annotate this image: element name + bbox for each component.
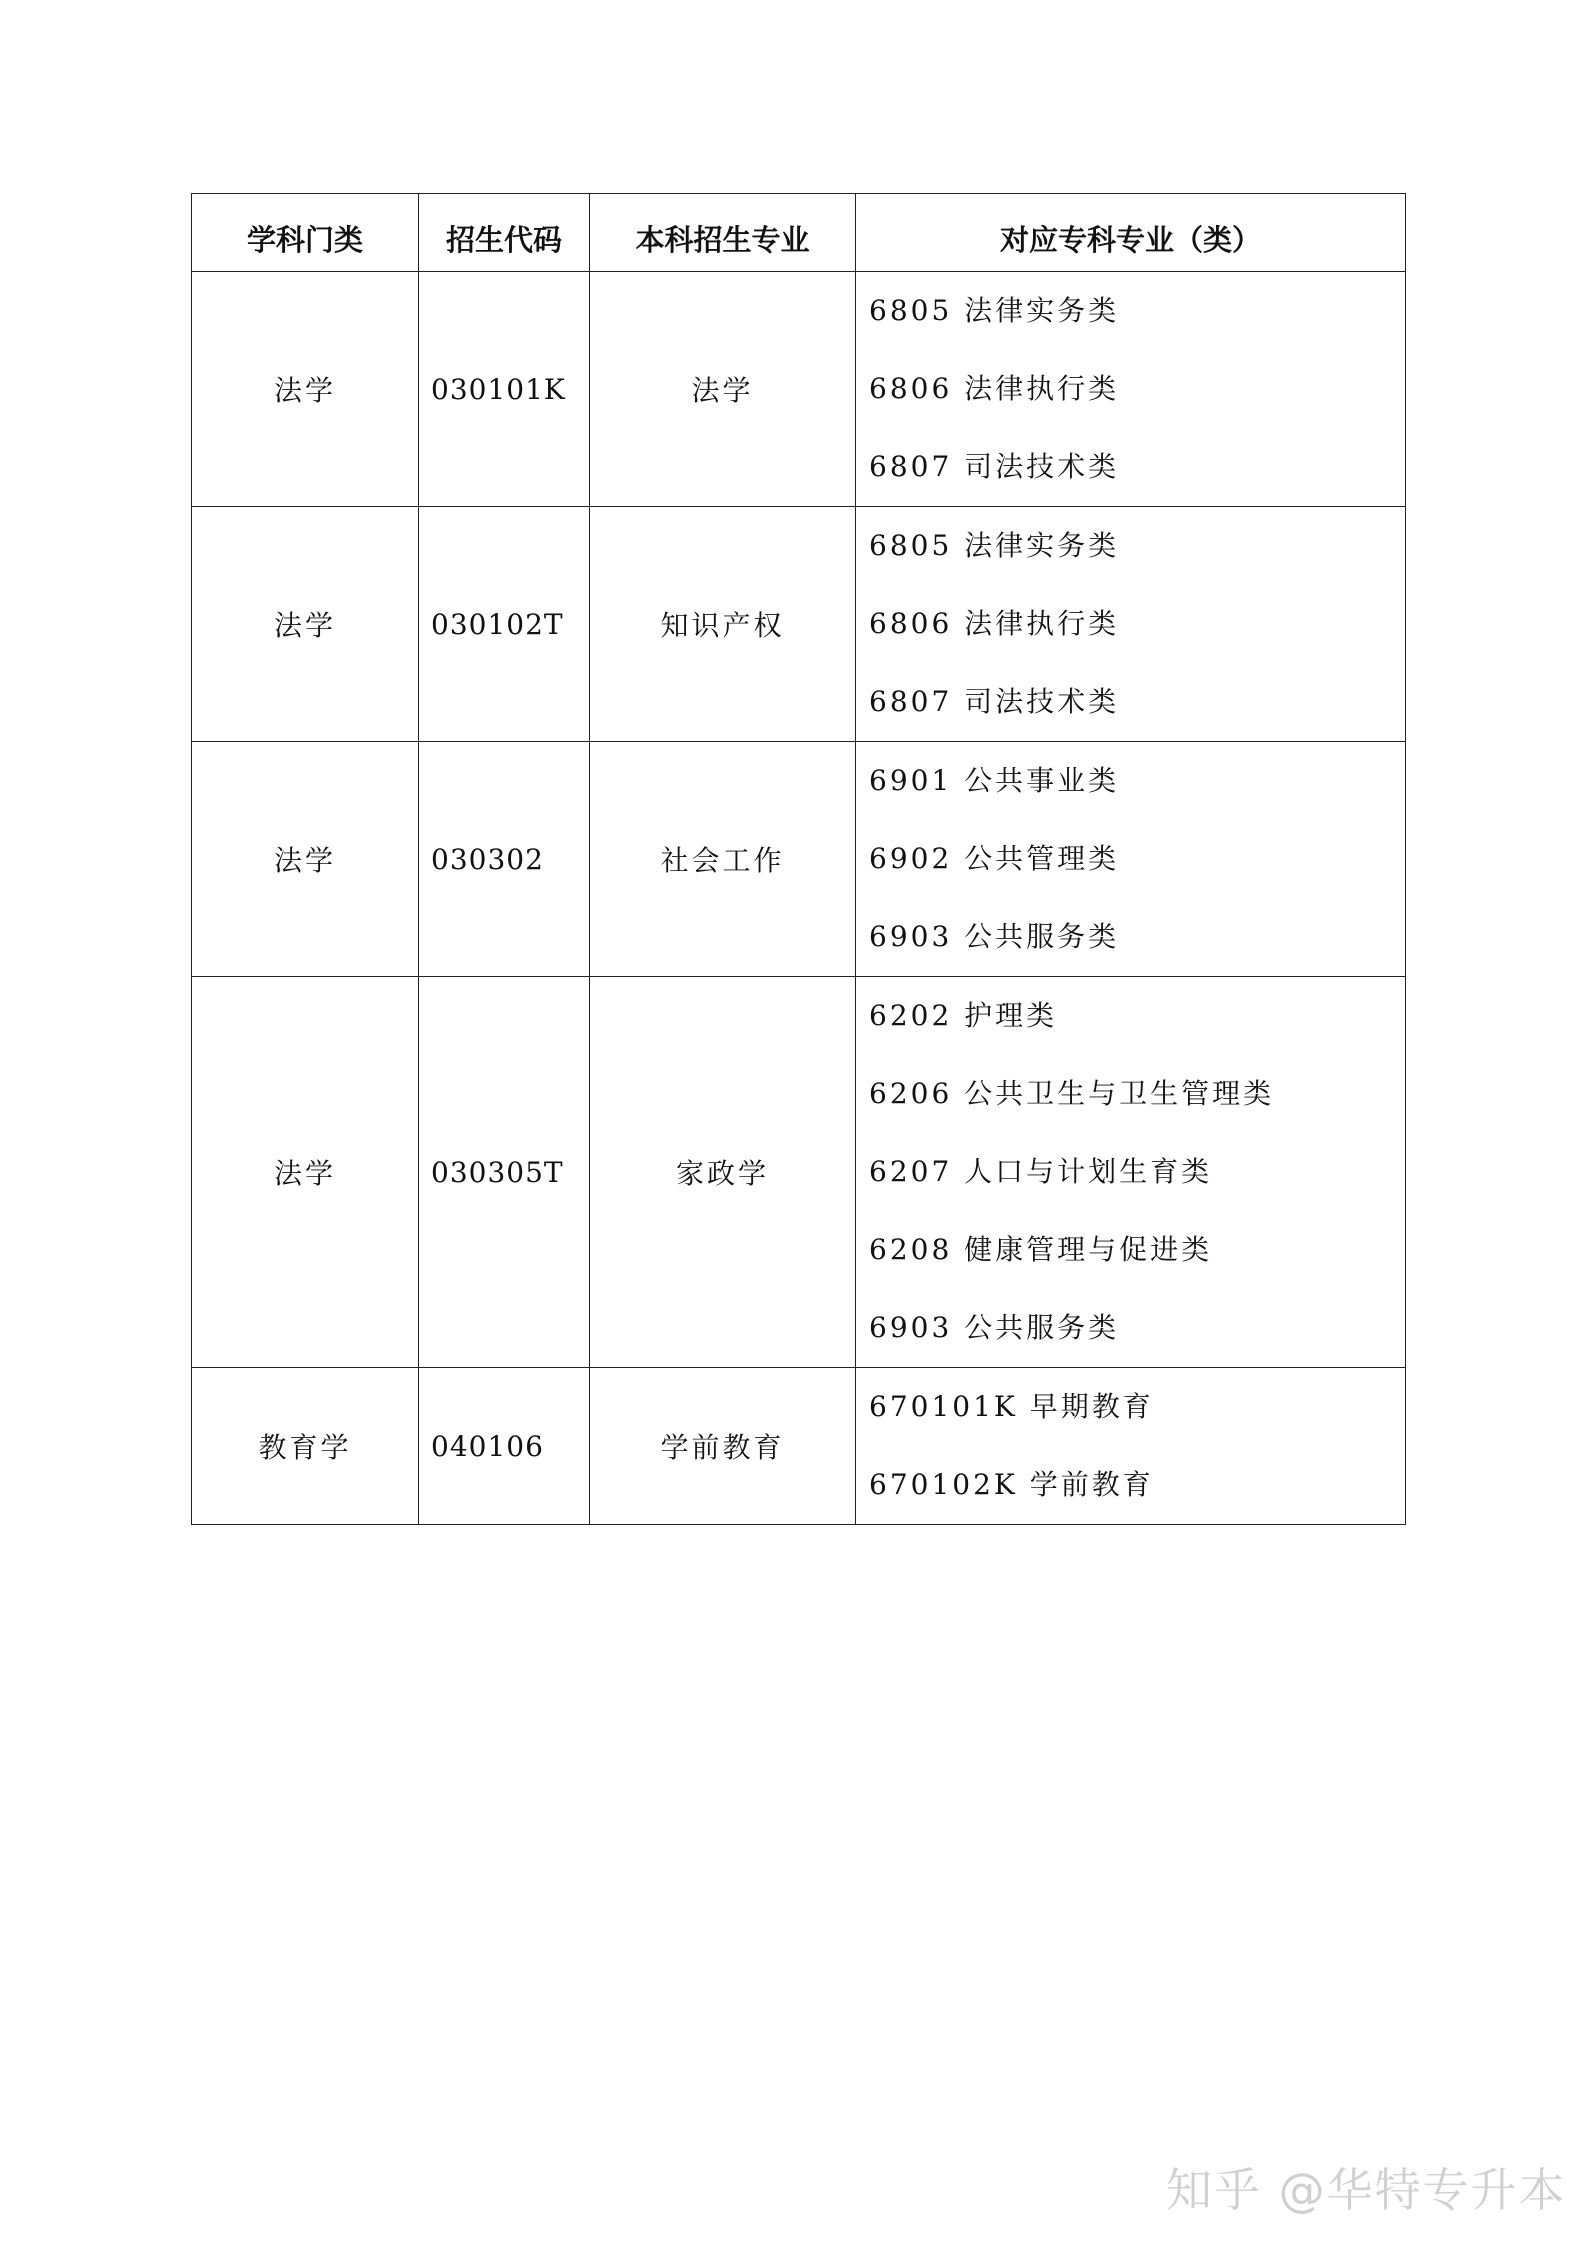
row-majors (856, 977, 1406, 1368)
row-code: 030102T (419, 507, 590, 742)
major-item: 6901 公共事业类 (869, 764, 1120, 797)
table-row (192, 1368, 1406, 1525)
major-item: 6806 法律执行类 (869, 607, 1120, 640)
row-category: 法学 (192, 272, 419, 507)
row-majors (856, 742, 1406, 977)
major-item: 6805 法律实务类 (869, 529, 1120, 562)
row-code: 030302 (419, 742, 590, 977)
header-majors: 对应专科专业（类） (856, 194, 1406, 272)
row-name: 知识产权 (590, 507, 856, 742)
row-code: 030305T (419, 977, 590, 1368)
row-category: 教育学 (192, 1368, 419, 1525)
header-code: 招生代码 (419, 194, 590, 272)
table-row (192, 272, 1406, 507)
major-item: 6902 公共管理类 (869, 842, 1120, 875)
row-majors (856, 507, 1406, 742)
major-item: 6806 法律执行类 (869, 372, 1120, 405)
major-item: 6202 护理类 (869, 999, 1058, 1032)
row-category: 法学 (192, 507, 419, 742)
major-item: 6207 人口与计划生育类 (869, 1155, 1213, 1188)
major-table (191, 193, 1406, 1525)
table-header-row (192, 194, 1406, 272)
table-row (192, 507, 1406, 742)
major-item: 6807 司法技术类 (869, 685, 1120, 718)
major-table-container (191, 193, 1405, 1525)
row-majors (856, 272, 1406, 507)
row-code: 040106 (419, 1368, 590, 1525)
major-item: 670101K 早期教育 (869, 1390, 1154, 1423)
header-name: 本科招生专业 (590, 194, 856, 272)
table-row (192, 742, 1406, 977)
major-item: 6807 司法技术类 (869, 450, 1120, 483)
table-row (192, 977, 1406, 1368)
row-category: 法学 (192, 977, 419, 1368)
major-item: 6805 法律实务类 (869, 294, 1120, 327)
major-item: 670102K 学前教育 (869, 1468, 1154, 1501)
major-item: 6208 健康管理与促进类 (869, 1233, 1213, 1266)
major-item: 6903 公共服务类 (869, 1311, 1120, 1344)
row-name: 家政学 (590, 977, 856, 1368)
watermark: 知乎 @华特专升本 (1166, 2163, 1567, 2217)
row-name: 社会工作 (590, 742, 856, 977)
row-code: 030101K (419, 272, 590, 507)
row-name: 学前教育 (590, 1368, 856, 1525)
header-category: 学科门类 (192, 194, 419, 272)
major-item: 6206 公共卫生与卫生管理类 (869, 1077, 1275, 1110)
row-category: 法学 (192, 742, 419, 977)
row-name: 法学 (590, 272, 856, 507)
row-majors (856, 1368, 1406, 1525)
major-item: 6903 公共服务类 (869, 920, 1120, 953)
